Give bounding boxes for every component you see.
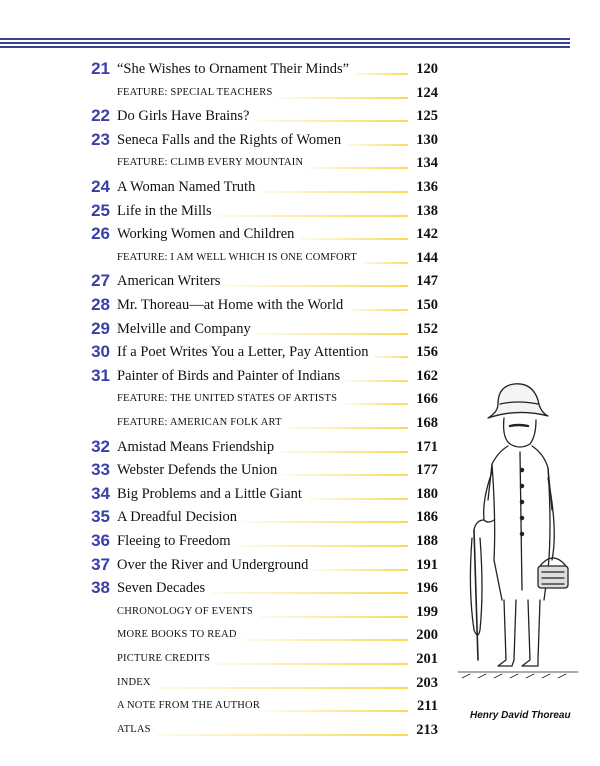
page-number: 125 bbox=[416, 108, 438, 125]
chapter-title: Over the River and Underground bbox=[117, 556, 309, 573]
feature-title: FEATURE: SPECIAL TEACHERS bbox=[117, 86, 273, 98]
page-number: 166 bbox=[416, 391, 438, 408]
chapter-number: 28 bbox=[91, 295, 110, 314]
chapter-title: Big Problems and a Little Giant bbox=[117, 485, 302, 502]
page-number: 203 bbox=[416, 674, 438, 691]
chapter-number: 32 bbox=[91, 436, 110, 456]
page-number: 177 bbox=[416, 462, 438, 479]
leader-line bbox=[157, 734, 408, 736]
leader-line bbox=[243, 521, 408, 523]
toc-feature-entry bbox=[0, 81, 600, 105]
header-rule bbox=[0, 42, 570, 44]
leader-line bbox=[257, 333, 408, 335]
chapter-title: American Writers bbox=[117, 273, 221, 290]
toc-chapter-entry bbox=[0, 269, 600, 293]
page-number: 168 bbox=[416, 415, 438, 431]
page-number: 142 bbox=[416, 226, 438, 243]
leader-line bbox=[226, 285, 408, 287]
chapter-title: Amistad Means Friendship bbox=[117, 438, 275, 455]
page-number: 191 bbox=[416, 556, 438, 573]
leader-line bbox=[374, 356, 408, 358]
chapter-title: A Dreadful Decision bbox=[117, 509, 237, 526]
page-number: 200 bbox=[416, 627, 438, 644]
chapter-title: A Woman Named Truth bbox=[117, 179, 256, 195]
feature-title: PICTURE CREDITS bbox=[117, 653, 211, 664]
feature-title: CHRONOLOGY OF EVENTS bbox=[117, 605, 254, 617]
chapter-title: “She Wishes to Ornament Their Minds” bbox=[117, 61, 350, 77]
page-number: 124 bbox=[416, 84, 438, 101]
leader-line bbox=[218, 215, 408, 217]
page-number: 144 bbox=[416, 249, 438, 266]
toc-chapter-entry bbox=[0, 104, 600, 128]
toc-chapter-entry bbox=[0, 57, 600, 81]
leader-line bbox=[363, 262, 408, 264]
leader-line bbox=[279, 97, 408, 99]
feature-title: FEATURE: AMERICAN FOLK ART bbox=[117, 417, 282, 428]
chapter-title: If a Poet Writes You a Letter, Pay Attention bbox=[117, 344, 369, 361]
chapter-title: Painter of Birds and Painter of Indians bbox=[117, 367, 341, 384]
header-rule bbox=[0, 46, 570, 48]
page-number: 147 bbox=[416, 273, 438, 290]
chapter-number: 33 bbox=[91, 460, 110, 480]
chapter-title: Seven Decades bbox=[117, 580, 206, 597]
toc-chapter-entry bbox=[0, 317, 600, 341]
chapter-number: 21 bbox=[91, 59, 110, 78]
page-number: 136 bbox=[416, 179, 438, 195]
toc-chapter-entry bbox=[0, 175, 600, 199]
feature-title: FEATURE: THE UNITED STATES OF ARTISTS bbox=[117, 393, 338, 405]
chapter-title: Life in the Mills bbox=[117, 202, 212, 219]
chapter-number: 26 bbox=[91, 224, 110, 244]
page-number: 134 bbox=[416, 155, 438, 172]
page-number: 162 bbox=[416, 367, 438, 384]
page-number: 199 bbox=[416, 603, 438, 620]
page-number: 156 bbox=[416, 344, 438, 361]
chapter-number: 23 bbox=[91, 129, 110, 149]
chapter-title: Mr. Thoreau—at Home with the World bbox=[117, 297, 344, 313]
chapter-title: Working Women and Children bbox=[117, 226, 295, 243]
leader-line bbox=[211, 592, 408, 594]
leader-line bbox=[280, 451, 408, 453]
thoreau-illustration bbox=[448, 360, 588, 700]
chapter-number: 36 bbox=[91, 531, 110, 550]
feature-title: ATLAS bbox=[117, 723, 151, 735]
chapter-title: Do Girls Have Brains? bbox=[117, 108, 250, 125]
chapter-number: 38 bbox=[91, 578, 110, 598]
feature-title: FEATURE: I AM WELL WHICH IS ONE COMFORT bbox=[117, 251, 358, 263]
chapter-title: Webster Defends the Union bbox=[117, 462, 278, 479]
chapter-number: 37 bbox=[91, 554, 110, 574]
feature-title: MORE BOOKS TO READ bbox=[117, 629, 237, 641]
page-number: 130 bbox=[416, 131, 438, 148]
page-number: 196 bbox=[416, 580, 438, 597]
leader-line bbox=[349, 309, 408, 311]
leader-line bbox=[309, 167, 408, 169]
chapter-title: Seneca Falls and the Rights of Women bbox=[117, 131, 342, 148]
page-number: 152 bbox=[416, 320, 438, 337]
toc-feature-entry bbox=[0, 718, 600, 742]
page-number: 213 bbox=[416, 721, 438, 738]
leader-line bbox=[314, 569, 408, 571]
leader-line bbox=[288, 427, 408, 429]
leader-line bbox=[346, 380, 408, 382]
page-number: 150 bbox=[416, 297, 438, 313]
leader-line bbox=[261, 191, 408, 193]
chapter-number: 30 bbox=[91, 342, 110, 362]
leader-line bbox=[266, 710, 408, 712]
page-number: 188 bbox=[416, 533, 438, 549]
leader-line bbox=[237, 545, 408, 547]
page-number: 201 bbox=[416, 651, 438, 667]
leader-line bbox=[255, 120, 408, 122]
toc-chapter-entry bbox=[0, 222, 600, 246]
feature-title: FEATURE: CLIMB EVERY MOUNTAIN bbox=[117, 157, 304, 169]
leader-line bbox=[347, 144, 408, 146]
feature-title: A NOTE FROM THE AUTHOR bbox=[117, 700, 261, 712]
chapter-number: 31 bbox=[91, 365, 110, 385]
leader-line bbox=[216, 663, 408, 665]
page-number: 138 bbox=[416, 202, 438, 219]
illustration-caption: Henry David Thoreau bbox=[470, 710, 571, 721]
page-number: 186 bbox=[416, 509, 438, 526]
chapter-number: 34 bbox=[91, 483, 110, 503]
feature-title: INDEX bbox=[117, 676, 151, 688]
page-number: 120 bbox=[416, 61, 438, 77]
toc-chapter-entry bbox=[0, 293, 600, 317]
leader-line bbox=[343, 403, 408, 405]
chapter-number: 29 bbox=[91, 318, 110, 338]
page-number: 171 bbox=[416, 438, 438, 455]
chapter-number: 24 bbox=[91, 177, 110, 196]
page-number: 211 bbox=[417, 698, 438, 715]
leader-line bbox=[259, 616, 408, 618]
leader-line bbox=[308, 498, 408, 500]
leader-line bbox=[157, 687, 408, 689]
chapter-number: 22 bbox=[91, 106, 110, 126]
toc-feature-entry bbox=[0, 246, 600, 270]
chapter-number: 35 bbox=[91, 507, 110, 527]
chapter-title: Melville and Company bbox=[117, 320, 251, 337]
toc-chapter-entry bbox=[0, 128, 600, 152]
page-number: 180 bbox=[416, 485, 438, 502]
toc-feature-entry bbox=[0, 151, 600, 175]
leader-line bbox=[243, 639, 408, 641]
leader-line bbox=[355, 73, 408, 75]
chapter-number: 27 bbox=[91, 271, 110, 291]
leader-line bbox=[300, 238, 408, 240]
header-rule bbox=[0, 38, 570, 40]
leader-line bbox=[283, 474, 408, 476]
toc-chapter-entry bbox=[0, 199, 600, 223]
chapter-title: Fleeing to Freedom bbox=[117, 533, 231, 549]
chapter-number: 25 bbox=[91, 200, 110, 220]
